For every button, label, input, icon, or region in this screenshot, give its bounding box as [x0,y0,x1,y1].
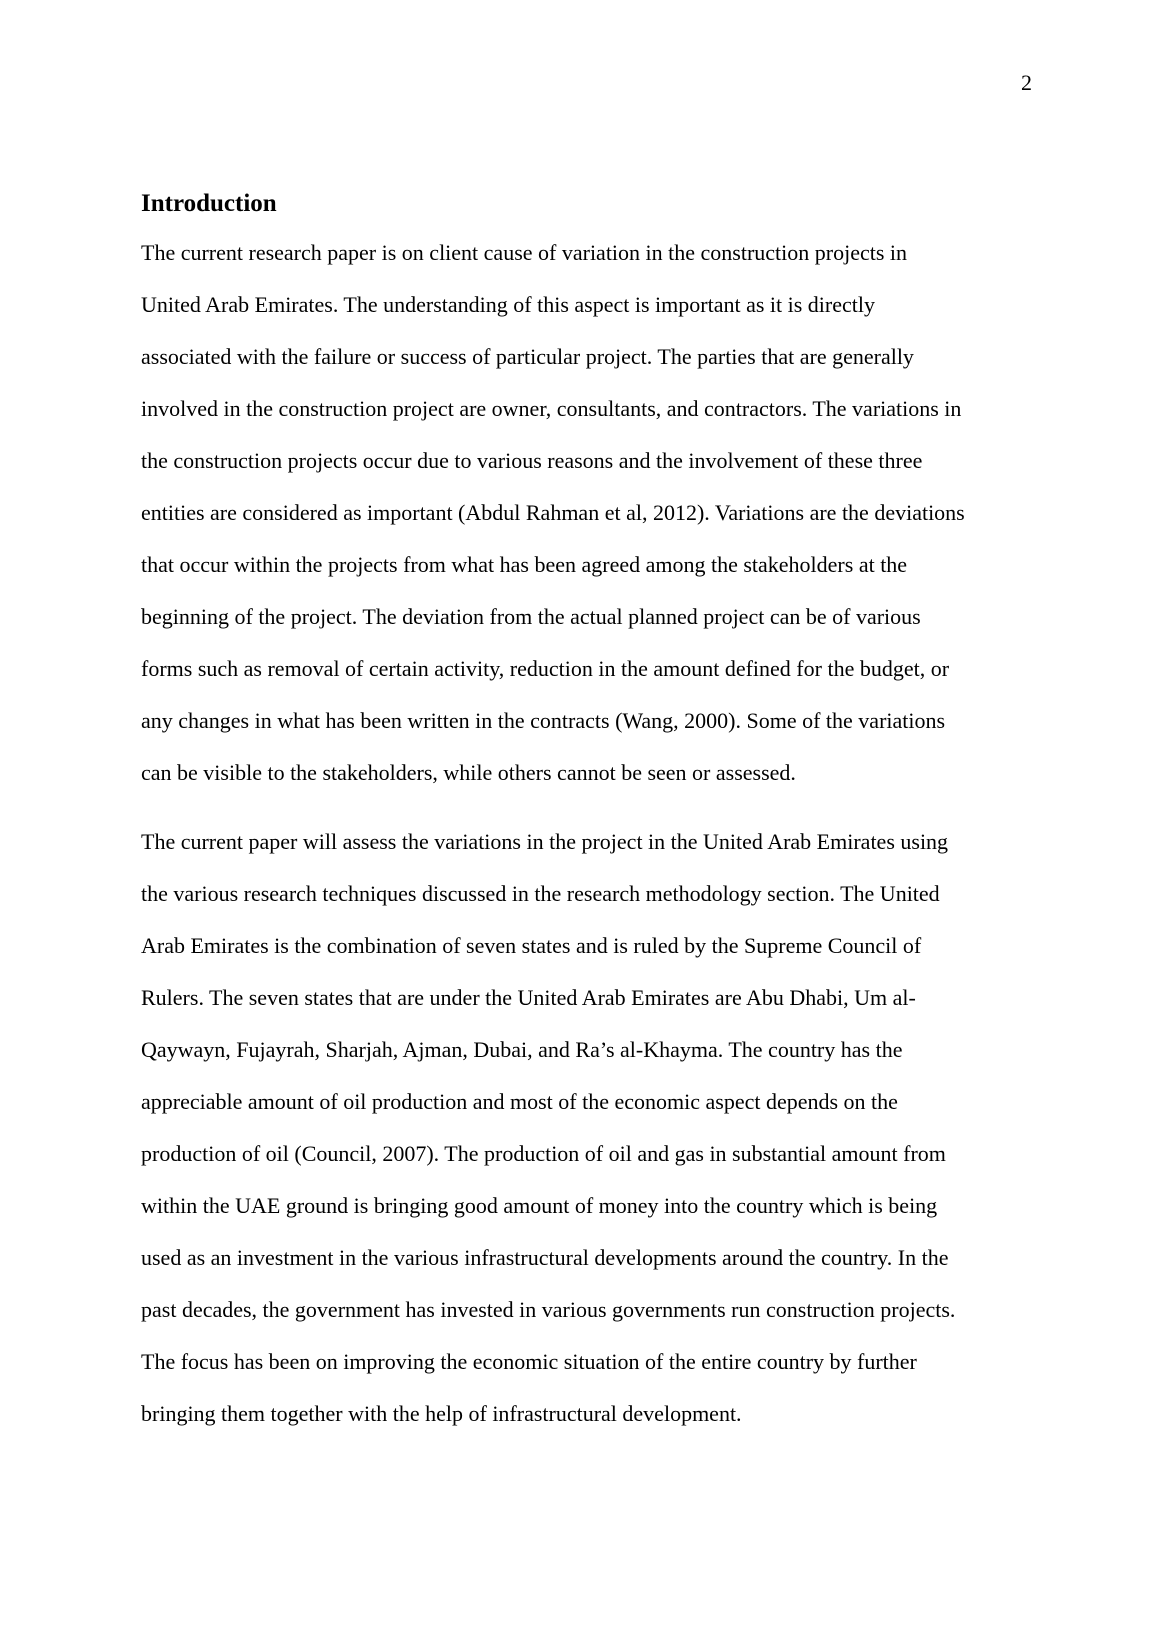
paragraph-line: that occur within the projects from what has been agreed among the stakeholders at the [141,552,908,577]
paragraph-line: entities are considered as important (Abdul Rahman et al, 2012). Variations are the deviations [141,500,965,525]
paragraph-line: associated with the failure or success of particular project. The parties that are generally [141,344,914,369]
page-number: 2 [1021,70,1032,95]
paragraph-line: used as an investment in the various infrastructural developments around the country. In the [141,1245,949,1270]
paragraph-line: forms such as removal of certain activity, reduction in the amount defined for the budget, or [141,656,950,681]
paragraph-line: Qaywayn, Fujayrah, Sharjah, Ajman, Dubai, and Ra’s al-Khayma. The country has the [141,1037,903,1062]
paragraph-line: bringing them together with the help of infrastructural development. [141,1401,742,1426]
paragraph-line: The current paper will assess the variations in the project in the United Arab Emirates using [141,829,949,854]
paragraph-line: within the UAE ground is bringing good amount of money into the country which is being [141,1193,938,1218]
paragraph-line: appreciable amount of oil production and most of the economic aspect depends on the [141,1089,898,1114]
section-heading: Introduction [141,190,277,217]
paragraph-line: can be visible to the stakeholders, while others cannot be seen or assessed. [141,760,796,785]
paragraph-line: past decades, the government has invested in various governments run construction projects. [141,1297,956,1322]
paragraph-line: Rulers. The seven states that are under the United Arab Emirates are Abu Dhabi, Um al- [141,985,916,1010]
paragraph-line: the various research techniques discussed in the research methodology section. The United [141,881,940,906]
paragraph-line: beginning of the project. The deviation from the actual planned project can be of various [141,604,921,629]
paragraph-line: the construction projects occur due to various reasons and the involvement of these three [141,448,923,473]
paragraph-line: The focus has been on improving the economic situation of the entire country by further [141,1349,917,1374]
paragraph-line: any changes in what has been written in the contracts (Wang, 2000). Some of the variations [141,708,946,733]
paragraph-line: production of oil (Council, 2007). The production of oil and gas in substantial amount from [141,1141,946,1166]
paragraph-line: United Arab Emirates. The understanding of this aspect is important as it is directly [141,292,875,317]
paragraph-line: Arab Emirates is the combination of seven states and is ruled by the Supreme Council of [141,933,922,958]
paragraph-line: involved in the construction project are owner, consultants, and contractors. The variations in [141,396,962,421]
paragraph-line: The current research paper is on client cause of variation in the construction projects in [141,240,908,265]
